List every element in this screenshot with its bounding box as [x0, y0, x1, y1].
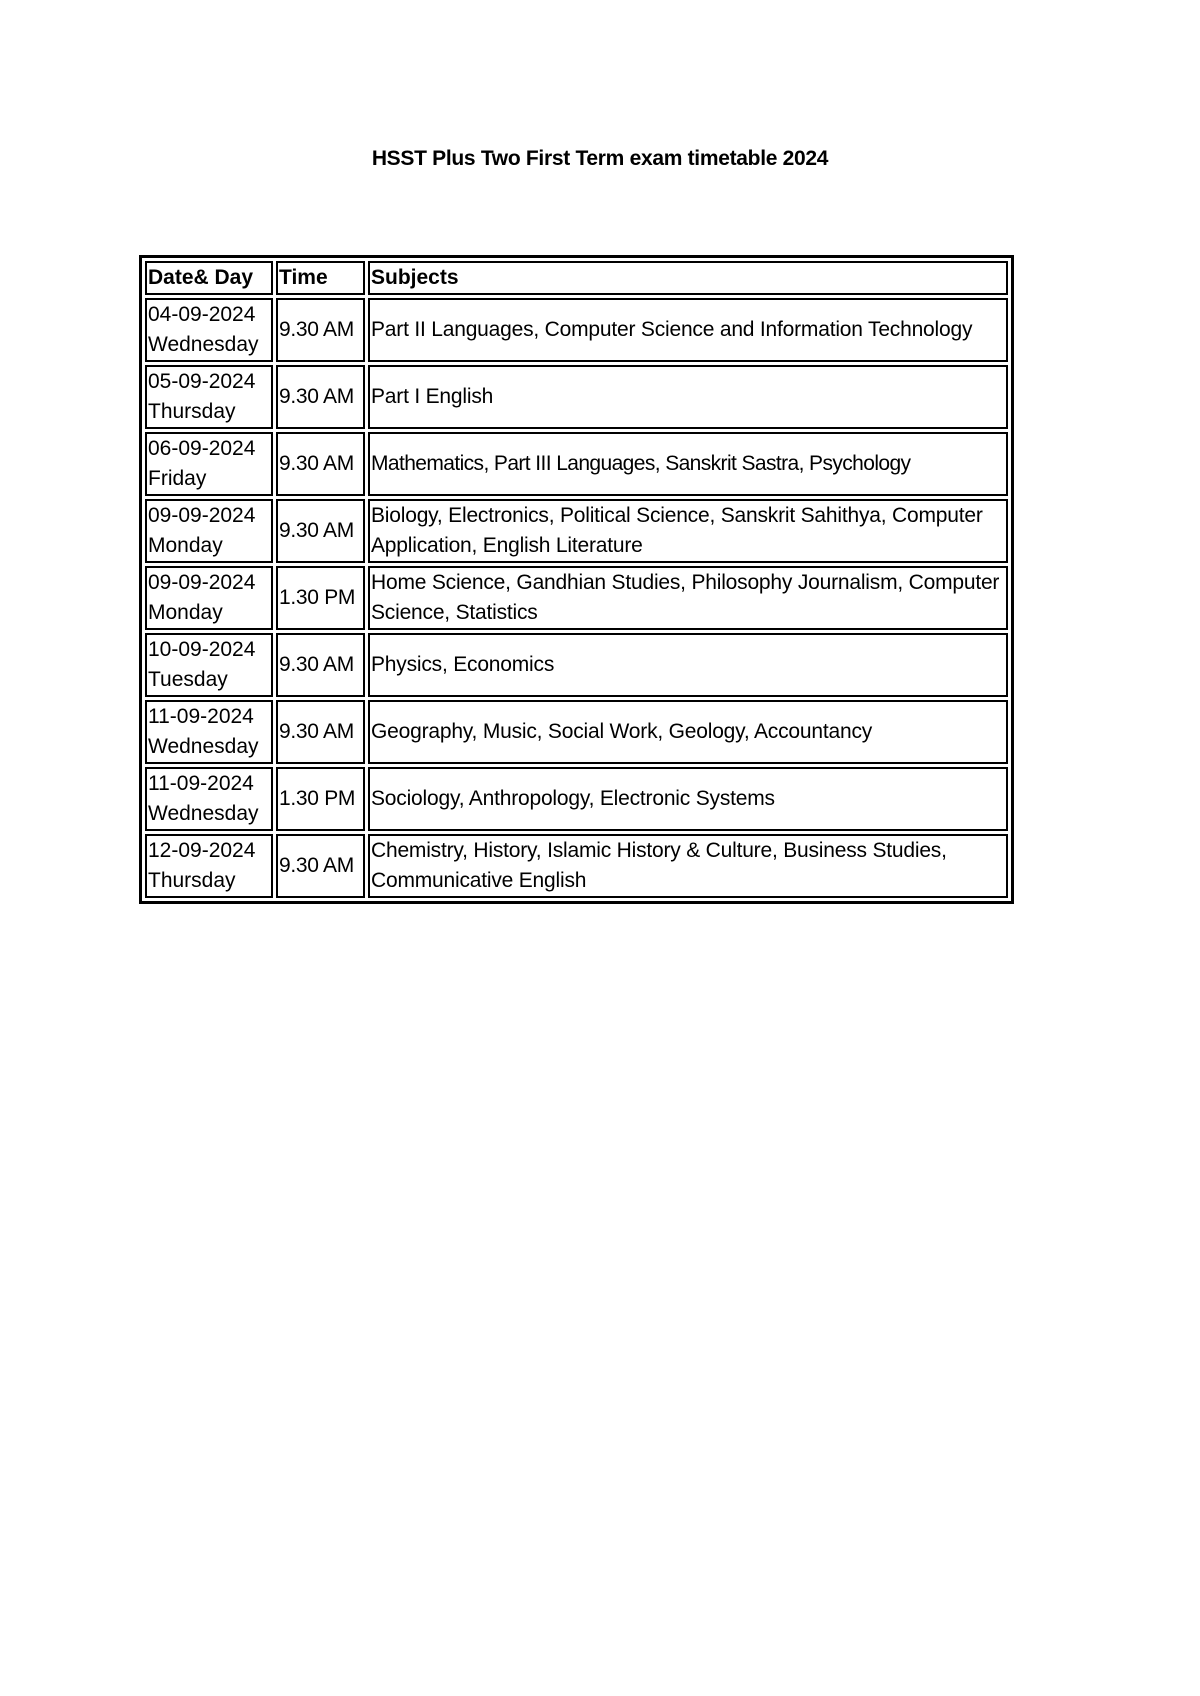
time-cell: 9.30 AM — [276, 365, 365, 429]
date-day-cell — [145, 298, 273, 362]
day-text: Wednesday — [148, 735, 259, 758]
table-row — [145, 700, 1008, 764]
time-cell: 9.30 AM — [276, 834, 365, 898]
time-cell: 9.30 AM — [276, 432, 365, 496]
day-text: Friday — [148, 467, 207, 490]
day-text: Thursday — [148, 869, 236, 892]
date-day-cell — [145, 767, 273, 831]
page-title: HSST Plus Two First Term exam timetable 2024 — [371, 147, 829, 170]
time-cell: 9.30 AM — [276, 633, 365, 697]
date-text: 09-09-2024 — [148, 571, 256, 594]
date-day-cell — [145, 700, 273, 764]
time-cell: 1.30 PM — [276, 767, 365, 831]
date-day-cell — [145, 499, 273, 563]
date-text: 06-09-2024 — [148, 437, 256, 460]
date-day-cell — [145, 633, 273, 697]
date-day-cell — [145, 365, 273, 429]
header-date-day: Date& Day — [145, 261, 273, 295]
subjects-cell: Physics, Economics — [368, 633, 1008, 697]
table-row — [145, 365, 1008, 429]
date-text: 11-09-2024 — [148, 772, 254, 795]
date-day-cell — [145, 566, 273, 630]
date-day-cell — [145, 834, 273, 898]
subjects-cell: Sociology, Anthropology, Electronic Systems — [368, 767, 1008, 831]
day-text: Wednesday — [148, 333, 259, 356]
table-header-row — [145, 261, 1008, 295]
date-text: 04-09-2024 — [148, 303, 256, 326]
date-text: 12-09-2024 — [148, 839, 256, 862]
header-subjects: Subjects — [368, 261, 1008, 295]
day-text: Monday — [148, 601, 223, 624]
subjects-cell: Biology, Electronics, Political Science, Sanskrit Sahithya, Computer Application, English Literature — [368, 499, 1008, 563]
subjects-cell: Part I English — [368, 365, 1008, 429]
table-row — [145, 566, 1008, 630]
subjects-cell: Geography, Music, Social Work, Geology, Accountancy — [368, 700, 1008, 764]
time-cell: 9.30 AM — [276, 700, 365, 764]
date-text: 10-09-2024 — [148, 638, 256, 661]
table-row — [145, 834, 1008, 898]
day-text: Tuesday — [148, 668, 228, 691]
time-cell: 9.30 AM — [276, 298, 365, 362]
exam-timetable — [139, 255, 1014, 904]
date-day-cell — [145, 432, 273, 496]
subjects-cell: Part II Languages, Computer Science and Information Technology — [368, 298, 1008, 362]
day-text: Monday — [148, 534, 223, 557]
date-text: 09-09-2024 — [148, 504, 256, 527]
header-time: Time — [276, 261, 365, 295]
table-row — [145, 633, 1008, 697]
subjects-cell: Chemistry, History, Islamic History & Culture, Business Studies, Communicative English — [368, 834, 1008, 898]
table-row — [145, 432, 1008, 496]
subjects-cell: Home Science, Gandhian Studies, Philosophy Journalism, Computer Science, Statistics — [368, 566, 1008, 630]
time-cell: 1.30 PM — [276, 566, 365, 630]
date-text: 05-09-2024 — [148, 370, 256, 393]
table-row — [145, 767, 1008, 831]
time-cell: 9.30 AM — [276, 499, 365, 563]
table-row — [145, 298, 1008, 362]
table-row — [145, 499, 1008, 563]
day-text: Wednesday — [148, 802, 259, 825]
date-text: 11-09-2024 — [148, 705, 254, 728]
day-text: Thursday — [148, 400, 236, 423]
subjects-cell: Mathematics, Part III Languages, Sanskrit Sastra, Psychology — [368, 432, 1008, 496]
